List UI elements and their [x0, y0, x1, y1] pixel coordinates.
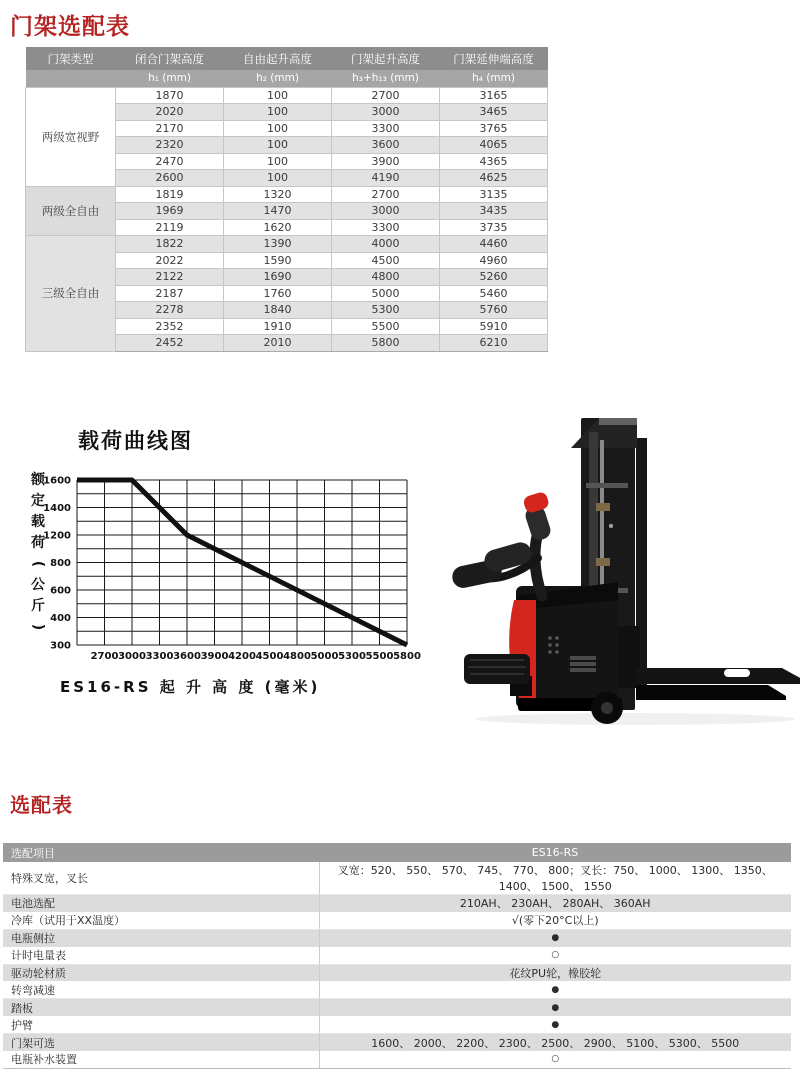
- y-axis-label-char: 荷: [31, 535, 45, 551]
- table-cell: 5260: [440, 269, 548, 286]
- option-label-cell: 护臂: [3, 1016, 319, 1033]
- table-cell: 1822: [116, 236, 224, 253]
- y-axis-label-char: (: [30, 560, 46, 568]
- table-cell: 4960: [440, 252, 548, 269]
- table-cell: 5300: [332, 302, 440, 319]
- column-subheader: [26, 70, 116, 87]
- option-value-cell: ○: [319, 1051, 791, 1068]
- table-cell: 4500: [332, 252, 440, 269]
- table-cell: 1910: [224, 318, 332, 335]
- table-cell: 3000: [332, 203, 440, 220]
- mast-type-cell: 三级全自由: [26, 236, 116, 352]
- x-tick-label: 3900: [200, 651, 229, 662]
- option-label-cell: 特殊叉宽，叉长: [3, 862, 319, 895]
- table-row: [26, 186, 548, 203]
- option-label-cell: 电瓶补水装置: [3, 1051, 319, 1068]
- table-cell: 2278: [116, 302, 224, 319]
- x-tick-label: 5500: [365, 651, 394, 662]
- option-value-cell: 花纹PU轮，橡胶轮: [319, 964, 791, 981]
- x-tick-label: 4500: [255, 651, 284, 662]
- column-subheader: h₄ (mm): [440, 70, 548, 87]
- option-label-cell: 踏板: [3, 999, 319, 1016]
- options-table: [3, 843, 791, 1069]
- x-tick-label: 3300: [145, 651, 174, 662]
- x-tick-label: 2700: [90, 651, 119, 662]
- column-subheader: h₂ (mm): [224, 70, 332, 87]
- table-cell: 4625: [440, 170, 548, 187]
- table-cell: 1470: [224, 203, 332, 220]
- table-cell: 5800: [332, 335, 440, 352]
- y-tick-label: 600: [50, 585, 71, 597]
- table-cell: 5910: [440, 318, 548, 335]
- mast-table-body: [26, 87, 548, 351]
- table-cell: 3135: [440, 186, 548, 203]
- table-cell: 2452: [116, 335, 224, 352]
- option-value-cell: 叉宽：520、 550、 570、 745、 770、 800；叉长：750、 1000、 1300、 1350、 1400、 1500、 1550: [319, 862, 791, 895]
- option-label-cell: 电池选配: [3, 895, 319, 912]
- table-cell: 5760: [440, 302, 548, 319]
- product-photo-electric-stacker: [450, 388, 800, 733]
- table-cell: 1840: [224, 302, 332, 319]
- table-cell: 3900: [332, 153, 440, 170]
- table-cell: 1320: [224, 186, 332, 203]
- header-row: [26, 47, 548, 70]
- header-row: [3, 843, 791, 862]
- table-cell: 5460: [440, 285, 548, 302]
- option-value-cell: √(零下20°C以上): [319, 912, 791, 929]
- table-cell: 3600: [332, 137, 440, 154]
- x-tick-label: 3000: [118, 651, 146, 662]
- table-row: [26, 87, 548, 104]
- column-header: 闭合门架高度: [116, 47, 224, 70]
- mast-section-title: 门架选配表: [10, 14, 130, 40]
- x-tick-label: 4200: [228, 651, 256, 662]
- table-cell: 2352: [116, 318, 224, 335]
- table-row: [3, 1051, 791, 1068]
- option-label-cell: 计时电量表: [3, 947, 319, 964]
- table-row: [3, 947, 791, 964]
- table-cell: 100: [224, 170, 332, 187]
- column-header: 门架延伸端高度: [440, 47, 548, 70]
- table-cell: 100: [224, 120, 332, 137]
- table-cell: 100: [224, 137, 332, 154]
- table-cell: 1390: [224, 236, 332, 253]
- y-tick-label: 800: [50, 558, 71, 569]
- options-section-title: 选配表: [10, 793, 73, 817]
- table-cell: 100: [224, 153, 332, 170]
- table-row: [3, 929, 791, 946]
- y-tick-label: 300: [50, 640, 71, 652]
- x-tick-label: 5300: [338, 651, 366, 662]
- option-value-cell: ●: [319, 1016, 791, 1033]
- table-cell: 4190: [332, 170, 440, 187]
- table-cell: 1690: [224, 269, 332, 286]
- y-axis-label-char: 斤: [31, 598, 45, 614]
- options-table-body: [3, 862, 791, 1068]
- table-row: [3, 964, 791, 981]
- options-item-header: 选配项目: [3, 843, 319, 862]
- x-tick-label: 4800: [283, 651, 311, 662]
- table-cell: 4365: [440, 153, 548, 170]
- y-axis-label-char: ): [30, 623, 46, 631]
- table-cell: 2320: [116, 137, 224, 154]
- table-cell: 2022: [116, 252, 224, 269]
- table-cell: 3300: [332, 120, 440, 137]
- mast-selection-table: [25, 47, 548, 352]
- option-label-cell: 冷库（试用于XX温度）: [3, 912, 319, 929]
- table-cell: 4065: [440, 137, 548, 154]
- y-axis-label-char: 公: [31, 577, 45, 593]
- column-subheader: h₃+h₁₃ (mm): [332, 70, 440, 87]
- option-label-cell: 转弯减速: [3, 981, 319, 998]
- load-curve-chart: [20, 420, 440, 710]
- table-row: [3, 862, 791, 895]
- table-cell: 5000: [332, 285, 440, 302]
- table-cell: 2119: [116, 219, 224, 236]
- y-axis-label-char: 额: [31, 472, 45, 488]
- mast-table-header: [26, 47, 548, 87]
- drive-wheel: [591, 692, 623, 724]
- table-cell: 1590: [224, 252, 332, 269]
- table-row: [3, 912, 791, 929]
- table-cell: 2187: [116, 285, 224, 302]
- table-cell: 3300: [332, 219, 440, 236]
- subheader-row: [26, 70, 548, 87]
- y-tick-label: 400: [50, 613, 71, 624]
- column-header: 门架类型: [26, 47, 116, 70]
- table-cell: 2170: [116, 120, 224, 137]
- table-cell: 2470: [116, 153, 224, 170]
- table-row: [26, 236, 548, 253]
- option-label-cell: 驱动轮材质: [3, 964, 319, 981]
- tiller-handle: [450, 491, 553, 596]
- table-cell: 1969: [116, 203, 224, 220]
- table-cell: 3435: [440, 203, 548, 220]
- y-axis-label-char: 定: [31, 493, 45, 509]
- floor-shadow: [475, 713, 795, 725]
- column-header: 门架起升高度: [332, 47, 440, 70]
- option-value-cell: ○: [319, 947, 791, 964]
- table-cell: 3765: [440, 120, 548, 137]
- table-cell: 1620: [224, 219, 332, 236]
- x-tick-label: 5800: [393, 651, 421, 662]
- column-header: 自由起升高度: [224, 47, 332, 70]
- operator-platform: [464, 654, 532, 696]
- table-cell: 3735: [440, 219, 548, 236]
- chart-title: 载荷曲线图: [78, 429, 193, 453]
- table-cell: 5500: [332, 318, 440, 335]
- table-cell: 2600: [116, 170, 224, 187]
- table-cell: 1870: [116, 87, 224, 104]
- mast-type-cell: 两级宽视野: [26, 87, 116, 186]
- option-label-cell: 电瓶侧拉: [3, 929, 319, 946]
- table-cell: 6210: [440, 335, 548, 352]
- table-cell: 3465: [440, 104, 548, 121]
- column-subheader: h₁ (mm): [116, 70, 224, 87]
- table-row: [3, 999, 791, 1016]
- y-tick-label: 1200: [43, 530, 71, 542]
- table-cell: 2700: [332, 87, 440, 104]
- option-value-cell: 210AH、 230AH、 280AH、 360AH: [319, 895, 791, 912]
- table-row: [3, 1016, 791, 1033]
- table-row: [3, 981, 791, 998]
- table-cell: 1819: [116, 186, 224, 203]
- table-cell: 4460: [440, 236, 548, 253]
- table-cell: 2700: [332, 186, 440, 203]
- mast-type-cell: 两级全自由: [26, 186, 116, 236]
- x-tick-label: 5000: [310, 651, 339, 662]
- table-cell: 2122: [116, 269, 224, 286]
- option-value-cell: ●: [319, 929, 791, 946]
- table-row: [3, 1034, 791, 1051]
- table-row: [3, 895, 791, 912]
- y-tick-label: 1400: [43, 503, 71, 514]
- option-value-cell: ●: [319, 981, 791, 998]
- table-cell: 100: [224, 104, 332, 121]
- table-cell: 2010: [224, 335, 332, 352]
- table-cell: 2020: [116, 104, 224, 121]
- option-value-cell: 1600、 2000、 2200、 2300、 2500、 2900、 5100、 5300、 5500: [319, 1034, 791, 1051]
- table-cell: 100: [224, 87, 332, 104]
- y-axis-label-char: 载: [31, 514, 45, 530]
- option-label-cell: 门架可选: [3, 1034, 319, 1051]
- model-header: ES16-RS: [319, 843, 791, 862]
- table-cell: 4000: [332, 236, 440, 253]
- options-table-header: [3, 843, 791, 862]
- table-cell: 1760: [224, 285, 332, 302]
- table-cell: 3165: [440, 87, 548, 104]
- option-value-cell: ●: [319, 999, 791, 1016]
- table-cell: 4800: [332, 269, 440, 286]
- x-tick-label: 3600: [173, 651, 201, 662]
- table-cell: 3000: [332, 104, 440, 121]
- x-axis-label: ES16-RS 起 升 高 度 (毫米): [60, 678, 321, 696]
- y-tick-label: 1600: [43, 475, 71, 487]
